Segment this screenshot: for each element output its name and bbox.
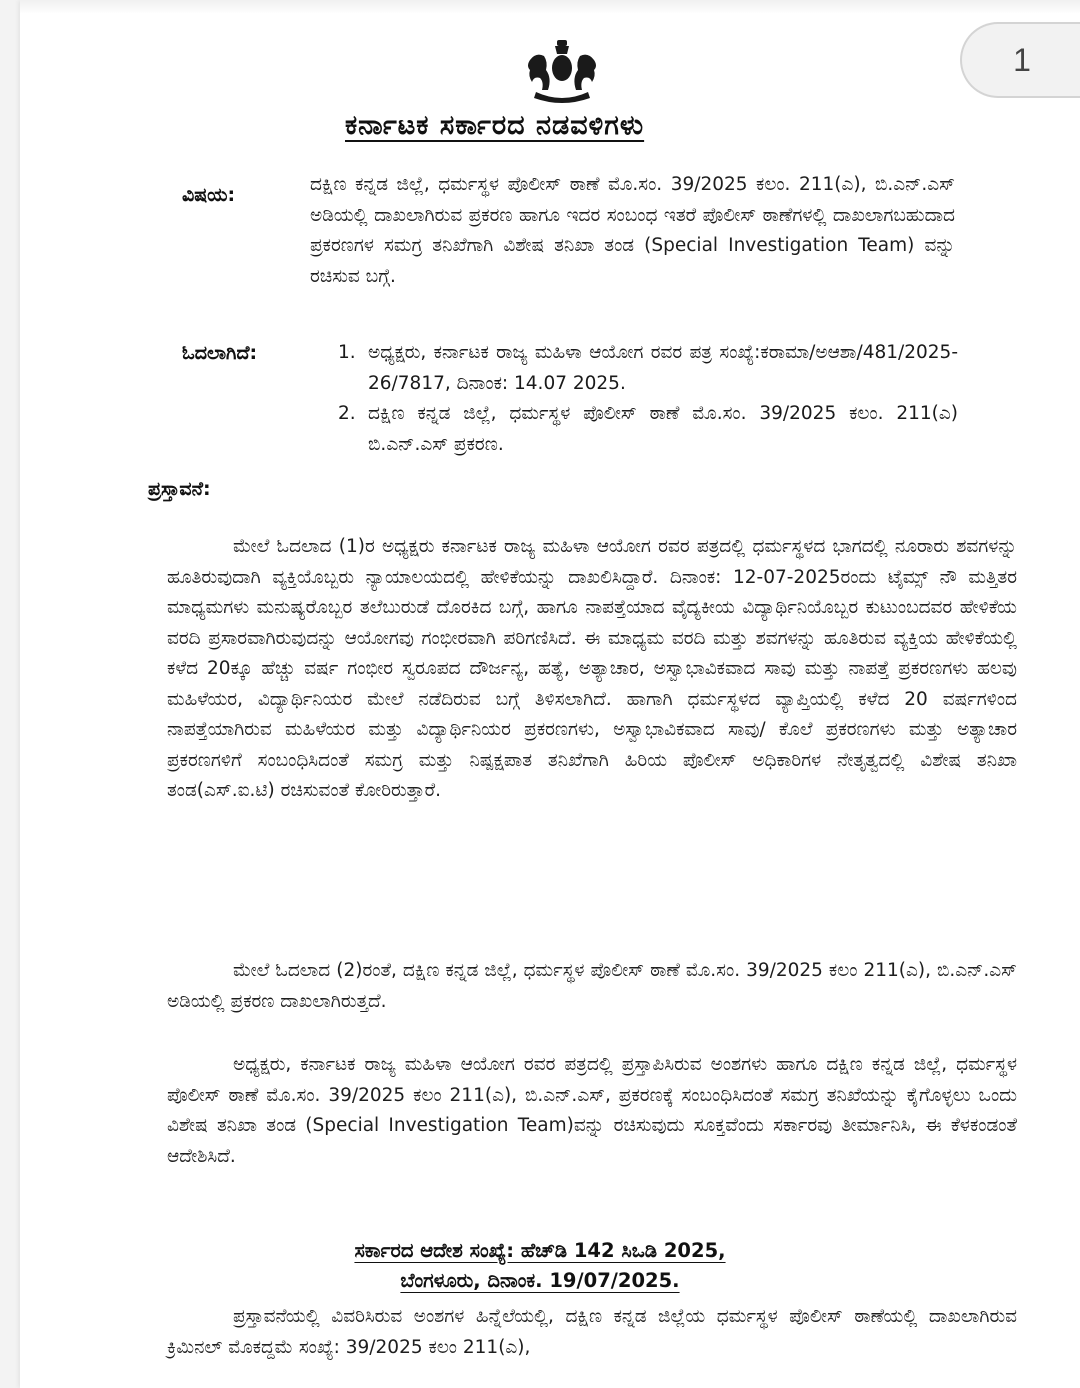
order-date-heading: ಬೆಂಗಳೂರು, ದಿನಾಂಕ. 19/07/2025.	[400, 1269, 680, 1292]
paragraph-text: ಅಧ್ಯಕ್ಷರು, ಕರ್ನಾಟಕ ರಾಜ್ಯ ಮಹಿಳಾ ಆಯೋಗ ರವರ ಪತ್ರದಲ್ಲಿ ಪ್ರಸ್ತಾಪಿಸಿರುವ ಅಂಶಗಳು ಹಾಗೂ ದಕ್ಷಿಣ ಕನ್ನಡ ಜಿಲ್ಲೆ, ಧರ್ಮಸ್ಥಳ ಪೊಲೀಸ್ ಠಾಣೆ ಮೊ.ಸಂ. 39/2025 ಕಲಂ 211(ಎ), ಬಿ.ಎನ್.ಎಸ್, ಪ್ರಕರಣಕ್ಕೆ ಸಂಬಂಧಿಸಿದಂತೆ ಸಮಗ್ರ ತನಿಖೆಯನ್ನು ಕೈಗೊಳ್ಳಲು ಒಂದು ವಿಶೇಷ ತನಿಖಾ ತಂಡ (Special Investigation Team)ವನ್ನು ರಚಿಸುವುದು ಸೂಕ್ತವೆಂದು ಸರ್ಕಾರವು ತೀರ್ಮಾನಿಸಿ, ಈ ಕೆಳಕಂಡಂತೆ ಆದೇಶಿಸಿದೆ.	[167, 1054, 1017, 1167]
page-top-edge	[20, 0, 1080, 14]
reference-text: ದಕ್ಷಿಣ ಕನ್ನಡ ಜಿಲ್ಲೆ, ಧರ್ಮಸ್ಥಳ ಪೊಲೀಸ್ ಠಾಣೆ ಮೊ.ಸಂ. 39/2025 ಕಲಂ. 211(ಎ) ಬಿ.ಎನ್.ಎಸ್ ಪ್ರಕರಣ.	[368, 403, 958, 455]
order-body-paragraph	[167, 1302, 1017, 1363]
document-title: ಕರ್ನಾಟಕ ಸರ್ಕಾರದ ನಡವಳಿಗಳು	[345, 110, 645, 141]
paragraph-text: ಮೇಲೆ ಓದಲಾದ (1)ರ ಅಧ್ಯಕ್ಷರು ಕರ್ನಾಟಕ ರಾಜ್ಯ ಮಹಿಳಾ ಆಯೋಗ ರವರ ಪತ್ರದಲ್ಲಿ ಧರ್ಮಸ್ಥಳದ ಭಾಗದಲ್ಲಿ ನೂರಾರು ಶವಗಳನ್ನು ಹೂತಿರುವುದಾಗಿ ವ್ಯಕ್ತಿಯೊಬ್ಬರು ನ್ಯಾಯಾಲಯದಲ್ಲಿ ಹೇಳಿಕೆಯನ್ನು ದಾಖಲಿಸಿದ್ದಾರೆ. ದಿನಾಂಕ: 12-07-2025ರಂದು ಟೈಮ್ಸ್ ನೌ ಮತ್ತಿತರ ಮಾಧ್ಯಮಗಳು ಮನುಷ್ಯರೊಬ್ಬರ ತಲೆಬುರುಡೆ ದೊರಕಿದ ಬಗ್ಗೆ, ಹಾಗೂ ನಾಪತ್ತೆಯಾದ ವೈದ್ಯಕೀಯ ವಿದ್ಯಾರ್ಥಿನಿಯೊಬ್ಬರ ಕುಟುಂಬದವರ ಹೇಳಿಕೆಯ ವರದಿ ಪ್ರಸಾರವಾಗಿರುವುದನ್ನು ಆಯೋಗವು ಗಂಭೀರವಾಗಿ ಪರಿಗಣಿಸಿದೆ. ಈ ಮಾಧ್ಯಮ ವರದಿ ಮತ್ತು ಶವಗಳನ್ನು ಹೂತಿರುವ ವ್ಯಕ್ತಿಯ ಹೇಳಿಕೆಯಲ್ಲಿ ಕಳೆದ 20ಕ್ಕೂ ಹೆಚ್ಚು ವರ್ಷ ಗಂಭೀರ ಸ್ವರೂಪದ ದೌರ್ಜನ್ಯ, ಹತ್ಯೆ, ಅತ್ಯಾಚಾರ, ಅಸ್ವಾಭಾವಿಕವಾದ ಸಾವು ಮತ್ತು ನಾಪತ್ತೆ ಪ್ರಕರಣಗಳು ಹಲವು ಮಹಿಳೆಯರ, ವಿದ್ಯಾರ್ಥಿನಿಯರ ಮೇಲೆ ನಡೆದಿರುವ ಬಗ್ಗೆ ತಿಳಿಸಲಾಗಿದೆ. ಹಾಗಾಗಿ ಧರ್ಮಸ್ಥಳದ ವ್ಯಾಪ್ತಿಯಲ್ಲಿ ಕಳೆದ 20 ವರ್ಷಗಳಿಂದ ನಾಪತ್ತೆಯಾಗಿರುವ ಮಹಿಳೆಯರ ಮತ್ತು ವಿದ್ಯಾರ್ಥಿನಿಯರ ಪ್ರಕರಣಗಳು, ಅಸ್ವಾಭಾವಿಕವಾದ ಸಾವು/ ಕೊಲೆ ಪ್ರಕರಣಗಳು ಮತ್ತು ಅತ್ಯಾಚಾರ ಪ್ರಕರಣಗಳಿಗೆ ಸಂಬಂಧಿಸಿದಂತೆ ಸಮಗ್ರ ಮತ್ತು ನಿಷ್ಪಕ್ಷಪಾತ ತನಿಖೆಗಾಗಿ ಹಿರಿಯ ಪೊಲೀಸ್ ಅಧಿಕಾರಿಗಳ ನೇತೃತ್ವದಲ್ಲಿ ವಿಶೇಷ ತನಿಖಾ ತಂಡ(ಎಸ್.ಐ.ಟಿ) ರಚಿಸುವಂತೆ ಕೋರಿರುತ್ತಾರೆ.	[167, 536, 1017, 801]
reference-item	[338, 399, 958, 460]
karnataka-emblem-icon	[522, 38, 602, 104]
preamble-paragraph-1	[167, 532, 1017, 807]
references-list	[338, 338, 958, 460]
preamble-label: ಪ್ರಸ್ತಾವನೆ:	[148, 478, 211, 500]
subject-label: ವಿಷಯ:	[182, 184, 236, 206]
paragraph-text: ಪ್ರಸ್ತಾವನೆಯಲ್ಲಿ ವಿವರಿಸಿರುವ ಅಂಶಗಳ ಹಿನ್ನೆಲೆಯಲ್ಲಿ, ದಕ್ಷಿಣ ಕನ್ನಡ ಜಿಲ್ಲೆಯ ಧರ್ಮಸ್ಥಳ ಪೊಲೀಸ್ ಠಾಣೆಯಲ್ಲಿ ದಾಖಲಾಗಿರುವ ಕ್ರಿಮಿನಲ್ ಮೊಕದ್ದಮೆ ಸಂಖ್ಯೆ: 39/2025 ಕಲಂ 211(ಎ),	[167, 1306, 1017, 1358]
preamble-paragraph-3	[167, 1050, 1017, 1172]
references-label: ಓದಲಾಗಿದೆ:	[182, 342, 258, 364]
reference-text: ಅಧ್ಯಕ್ಷರು, ಕರ್ನಾಟಕ ರಾಜ್ಯ ಮಹಿಳಾ ಆಯೋಗ ರವರ ಪತ್ರ ಸಂಖ್ಯೆ:ಕರಾಮಾ/ಅಆಶಾ/481/2025-26/7817, ದಿನಾಂಕ: 14.07 2025.	[368, 342, 958, 394]
order-number-heading: ಸರ್ಕಾರದ ಆದೇಶ ಸಂಖ್ಯೆ: ಹೆಚ್‌ಡಿ 142 ಸಿಒಡಿ 2025,	[354, 1239, 726, 1262]
preamble-paragraph-2	[167, 956, 1017, 1017]
reference-number: 2.	[338, 403, 356, 424]
paragraph-text: ಮೇಲೆ ಓದಲಾದ (2)ರಂತೆ, ದಕ್ಷಿಣ ಕನ್ನಡ ಜಿಲ್ಲೆ, ಧರ್ಮಸ್ಥಳ ಪೊಲೀಸ್ ಠಾಣೆ ಮೊ.ಸಂ. 39/2025 ಕಲಂ 211(ಎ), ಬಿ.ಎನ್.ಎಸ್ ಅಡಿಯಲ್ಲಿ ಪ್ರಕರಣ ದಾಖಲಾಗಿರುತ್ತದೆ.	[167, 960, 1017, 1012]
reference-item	[338, 338, 958, 399]
subject-text: ದಕ್ಷಿಣ ಕನ್ನಡ ಜಿಲ್ಲೆ, ಧರ್ಮಸ್ಥಳ ಪೊಲೀಸ್ ಠಾಣೆ ಮೊ.ಸಂ. 39/2025 ಕಲಂ. 211(ಎ), ಬಿ.ಎನ್.ಎಸ್ ಅಡಿಯಲ್ಲಿ ದಾಖಲಾಗಿರುವ ಪ್ರಕರಣ ಹಾಗೂ ಇದರ ಸಂಬಂಧ ಇತರೆ ಪೊಲೀಸ್ ಠಾಣೆಗಳಲ್ಲಿ ದಾಖಲಾಗಬಹುದಾದ ಪ್ರಕರಣಗಳ ಸಮಗ್ರ ತನಿಖೆಗಾಗಿ ವಿಶೇಷ ತನಿಖಾ ತಂಡ (Special Investigation Team) ವನ್ನು ರಚಿಸುವ ಬಗ್ಗೆ.	[310, 174, 955, 287]
page-number-badge: 1	[960, 22, 1080, 98]
reference-number: 1.	[338, 342, 356, 363]
document-page	[20, 0, 1080, 1388]
